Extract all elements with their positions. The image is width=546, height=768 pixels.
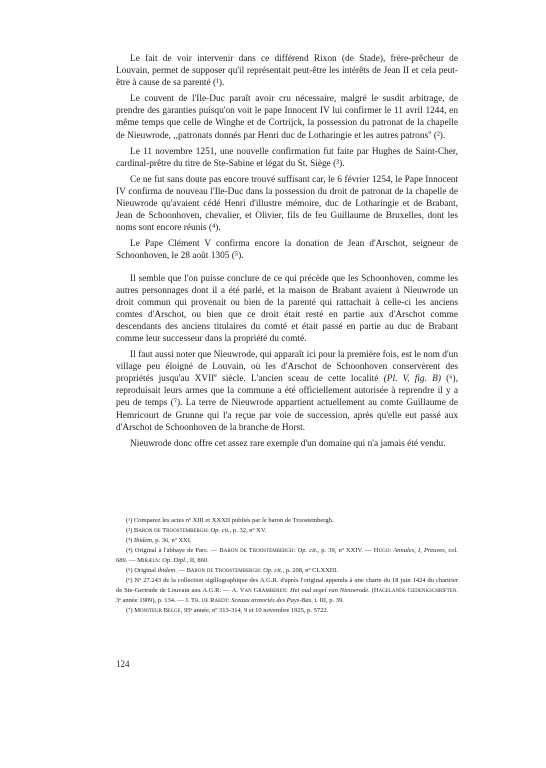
paragraph-7-part-a: Il faut aussi noter que Nieuwrode, qui apparaît ici pour la première fois, est le nom d'un village peu éloigné de Louvain, où les d'Arschot de Schoonhoven conservèrent des propriétés jusqu'au XVII <box>116 350 458 385</box>
footnote-4-sep-2: : <box>389 547 394 554</box>
footnote-7-num: (⁷) <box>126 607 135 614</box>
footnote-6-author-2: Hagelands Gedenkschriften <box>373 587 457 594</box>
footnote-4-num: (⁴) Original à l'abbaye de Parc. — <box>126 547 220 554</box>
paragraph-5: Le Pape Clément V confirma encore la donation de Jean d'Arschot, seigneur de Schoonhoven, le 28 août 1305 (⁵). <box>116 239 458 262</box>
paragraph-4: Ce ne fut sans doute pas encore trouvé suffisant car, le 6 février 1254, le Pape Innocent IV confirma de nouveau l'Ile-Duc dans la possession du droit de patronat de la chapelle de Nieuwrode qu'avaient cédé Henri d'illustre mémoire, duc de Lotharingie et de Brabant, Jean de Schoonhoven, chevalier, et Olivier, fils de feu Guillaume de Bruxelles, dont les noms sont encore réunis (⁴). <box>116 174 458 234</box>
paragraph-8: Nieuwrode donc offre cet assez rare exemple d'un domaine qui n'a jamais été vendu. <box>130 438 446 449</box>
footnote-4-author-3: Miræus <box>137 557 159 564</box>
footnote-6-author-3: J. Th. de Raedt <box>185 597 228 604</box>
footnotes <box>116 516 458 616</box>
footnote-5-sep: . — <box>175 567 187 574</box>
footnote-6 <box>116 576 458 606</box>
footnote-2-num: (²) <box>126 527 134 534</box>
footnote-3-rest: , p. 36, nº XXI. <box>151 537 192 544</box>
plate-reference: (Pl. V, fig. B) <box>383 374 441 385</box>
footnote-5-num: (⁵) Original <box>126 567 158 574</box>
footnote-5-cit: ibidem <box>157 567 176 574</box>
footnote-4-sep-3: : <box>158 557 163 564</box>
footnote-5-cit-2: Op. cit. <box>263 567 283 574</box>
footnote-4-author-2: Hugo <box>373 547 390 554</box>
footnote-2-author: Baron de Troostembergh <box>133 527 208 534</box>
footnote-7-author: Moniteur Belge <box>134 607 181 614</box>
footnote-6-sep: : <box>286 587 290 594</box>
paragraph-7 <box>116 349 458 434</box>
footnote-3-cit: Ibidem <box>133 537 152 544</box>
footnote-5-author: Baron de Troostembergh <box>186 567 260 574</box>
footnote-4-cit-2: Annales, I, Preuves <box>393 547 445 554</box>
footnote-5-rest: , p. 208, nº CLXXIII. <box>282 567 338 574</box>
page-number: 124 <box>116 659 130 669</box>
footnote-7-rest: , 95ᵉ année, nº 313-314, 9 et 10 novembre 1925, p. 5722. <box>180 607 329 614</box>
footnote-4-rest-3: , II, 860. <box>186 557 209 564</box>
footnote-5 <box>116 566 458 576</box>
footnote-6-sep-2: . ( <box>368 587 374 594</box>
footnote-2-rest: , p. 32, nº XV. <box>229 527 267 534</box>
footnote-6-sep-3: : <box>227 597 232 604</box>
footnote-5-sep-2: : <box>259 567 264 574</box>
footnote-3-num: (³) <box>126 537 134 544</box>
footnote-6-author: A. Van Gramberen <box>231 587 287 594</box>
footnote-4-rest: , p. 39, nº XXIV. — <box>317 547 374 554</box>
footnote-7 <box>116 606 458 616</box>
footnote-4-cit-3: Op. Dipl. <box>162 557 187 564</box>
century-superscript: e <box>214 373 217 380</box>
paragraph-2: Le couvent de l'Ile-Duc paraît avoir cru nécessaire, malgré le susdit arbitrage, de prendre des garanties puisqu'on voit le pape Innocent IV lui confirmer le 11 avril 1244, en même temps que celle de Winghe et de Cortrijck, la possession du patronat de la chapelle de Nieuwrode, ,,patronats donnés par Henri duc de Lotharingie et les autres patrons'' (²). <box>116 94 458 141</box>
footnote-6-text: (⁶) Nº 27.243 de la collection sigillographique des A.G.R. d'après l'original appendu à une charte du 18 juin 1424 du chartrier de Ste-Gertrude de Louvain aux A.G.R. — <box>116 577 458 594</box>
footnote-1: (¹) Comparez les actes nº XIII et XXXII publiés par le baron de Troostembergh. <box>126 517 334 524</box>
footnote-3 <box>116 536 458 546</box>
paragraph-7-part-b: siècle. L'ancien sceau de cette localité <box>216 374 384 385</box>
footnote-2 <box>116 526 458 536</box>
paragraph-1: Le fait de voir intervenir dans ce différend Rixon (de Stade), frère-prêcheur de Louvain, permet de supposer qu'il représentait peut-être les intérêts de Jean II et cela peut-être à cause de sa parenté (¹). <box>116 54 458 89</box>
footnote-6-cit: Het oud zegel van Nieuwrode <box>289 587 369 594</box>
footnote-6-cit-2: Sceaux armoriés des Pays-Bas <box>231 597 312 604</box>
main-text <box>116 53 458 454</box>
footnote-2-cit: Op. cit. <box>210 527 230 534</box>
footnote-6-rest: . 3ᵉ année 1909), p. 134. — <box>116 587 459 604</box>
footnote-4-rest-2: , col. 689. — <box>116 547 458 564</box>
footnote-4-author: Baron de Troostembergh <box>219 547 294 554</box>
footnote-4-sep: : <box>293 547 298 554</box>
footnote-2-sep: : <box>207 527 211 534</box>
footnote-4 <box>116 546 458 566</box>
footnote-6-rest-2: , t. III, p. 39. <box>311 597 344 604</box>
paragraph-7-part-c: (⁶), reproduisait leurs armes que la commune a été officiellement autorisée à reprendre il y a peu de temps (⁷). La terre de Nieuwrode appartient actuellement au comte Guillaume de Hemricourt de Grunne qui l'a reçue par voie de succession, après qu'elle eut passé aux d'Arschot de Schoonhoven de la branche de Horst. <box>116 374 458 433</box>
paragraph-6: Il semble que l'on puisse conclure de ce qui précède que les Schoonhoven, comme les autres personnages dont il a été parlé, et la maison de Brabant avaient à Nieuwrode un droit commun qui provenait ou bien de la parenté qui rattachait à celle-ci les anciens comtes d'Arschot, ou bien que ce droit était resté en partie aux d'Arschot comme descendants des anciens titulaires du comté et était passé en partie au duc de Brabant comme leur successeur dans la propriété du comté. <box>116 273 458 344</box>
footnote-4-cit: Op. cit. <box>297 547 318 554</box>
paragraph-3: Le 11 novembre 1251, une nouvelle confirmation fut faite par Hughes de Saint-Cher, cardinal-prêtre du titre de Ste-Sabine et légat du St. Siège (³). <box>116 146 458 169</box>
